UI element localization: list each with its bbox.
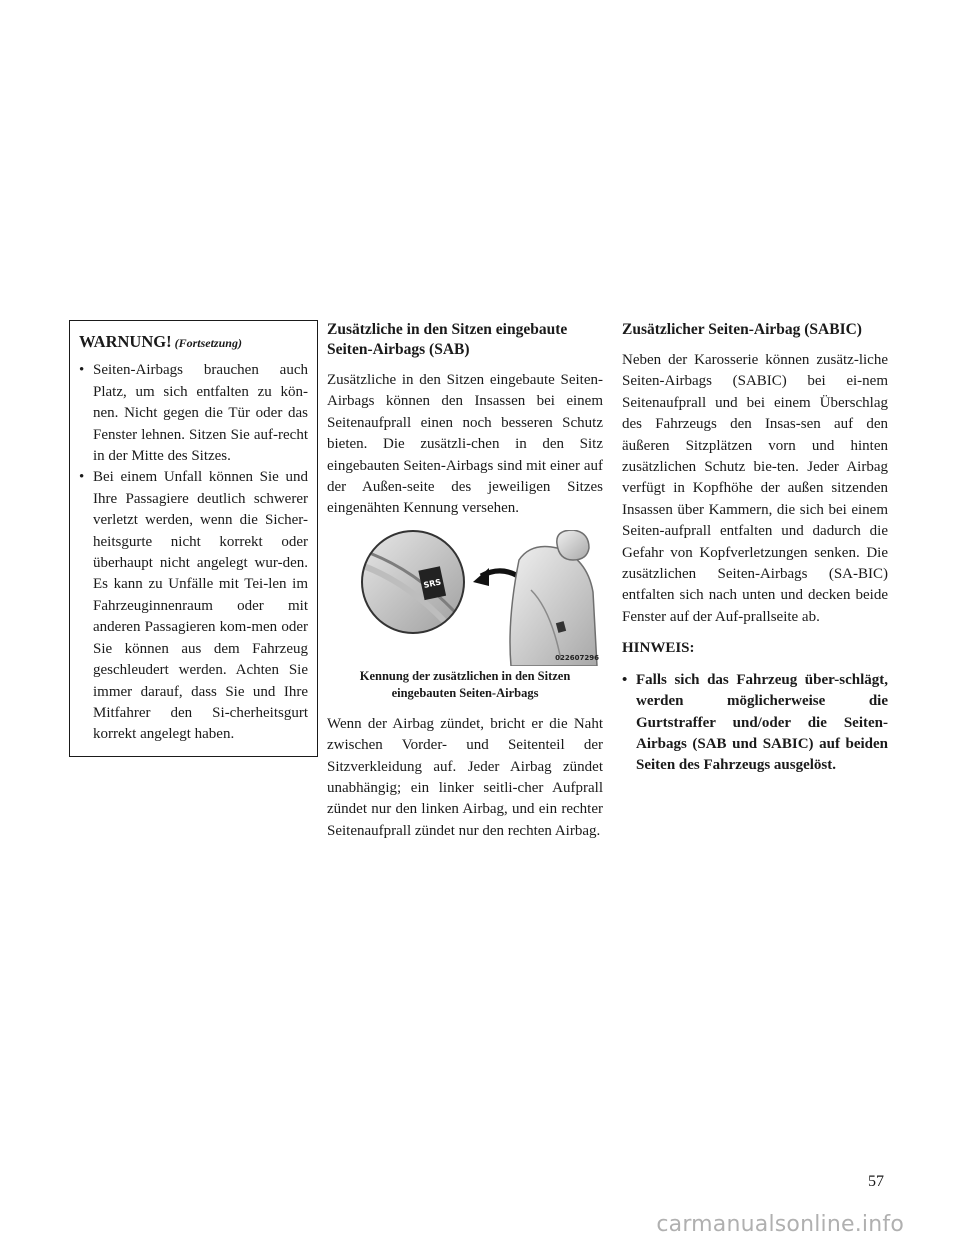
- warning-bullet: • Bei einem Unfall können Sie und Ihre Passagiere deutlich schwerer verletzt werden, wenn die Sicher-heitsgurte nicht korrekt oder überhaupt nicht angelegt wur-den. Es kann zu Unfälle mit Tei-len im Fahrzeuginnenraum oder mit anderen Passagieren kom-men oder Sie können aus dem Fahrzeug geschleudert werden. Achten Sie immer darauf, dass Sie und Ihre Mitfahrer den Si-cherheitsgurt korrekt angelegt haben.: [79, 467, 308, 745]
- right-column: [622, 320, 888, 777]
- warning-box: [69, 320, 318, 757]
- seat-airbag-figure: [361, 530, 603, 666]
- sabic-heading: Zusätzlicher Seiten-Airbag (SABIC): [622, 321, 862, 338]
- left-column: [69, 320, 318, 757]
- warning-bullet: • Seiten-Airbags brauchen auch Platz, um sich entfalten zu kön-nen. Nicht gegen die Tür oder das Fenster lehnen. Sitzen Sie auf-recht in der Mitte des Sitzes.: [79, 360, 308, 467]
- sab-heading: Zusätzliche in den Sitzen eingebaute Seiten-Airbags (SAB): [327, 321, 568, 358]
- figure-caption: Kennung der zusätzlichen in den Sitzen eingebauten Seiten-Airbags: [359, 668, 571, 700]
- warning-title: [79, 331, 308, 354]
- sabic-paragraph: Neben der Karosserie können zusätz-liche Seiten-Airbags (SABIC) bei ei-nem Seitenaufprall und bei einem Überschlag des Fahrzeugs den Insas-sen auf den äußeren Sitzplätzen vorn und hinten zusätzlichen Schutz bie-ten. Jeder Airbag verfügt in Kopfhöhe der außen sitzenden Insassen über Kammern, die sich bei einem Seiten-aufprall entfalten und dadurch die Gefahr von Kopfverletzungen senken. Die zusätzlichen Seiten-Airbags (SA-BIC) entfalten sich nach unten und decken beide Fenster auf der Auf-prallseite ab.: [622, 352, 888, 625]
- sab-paragraph-2: Wenn der Airbag zündet, bricht er die Naht zwischen Vorder- und Seitenteil der Sitzverkleidung auf. Jeder Airbag zündet unabhängig; ein linker seitli-cher Aufprall zündet nur den linken Airbag, und ein rechter Seitenaufprall zündet nur den rechten Airbag.: [327, 715, 603, 839]
- warning-bullet-list: [79, 360, 308, 745]
- srs-tag-text: SRS: [422, 577, 442, 590]
- page-number: 57: [868, 1173, 884, 1190]
- seat-illustration: [361, 530, 603, 666]
- note-bullet: • Falls sich das Fahrzeug über-schlägt, werden möglicherweise die Gurtstraffer und/oder die Seiten-Airbags (SAB und SABIC) auf beiden Seiten des Fahrzeugs ausgelöst.: [622, 670, 888, 777]
- figure-code: 022607296: [555, 653, 599, 662]
- note-bullet-list: [622, 670, 888, 777]
- sab-paragraph-1: Zusätzliche in den Sitzen eingebaute Seiten-Airbags können den Insassen bei einem Seitenaufprall einen noch besseren Schutz bieten. Die zusätzli-chen in den Sitz eingebauten Seiten-Airbags sind mit einer auf der Außen-seite des jeweiligen Sitzes eingenähten Kennung versehen.: [327, 372, 603, 517]
- warning-subtitle: (Fortsetzung): [174, 336, 242, 350]
- warning-title-text: WARNUNG!: [79, 332, 172, 351]
- note-label: HINWEIS:: [622, 640, 695, 657]
- middle-column: [327, 320, 603, 852]
- watermark: carmanualsonline.info: [656, 1212, 904, 1237]
